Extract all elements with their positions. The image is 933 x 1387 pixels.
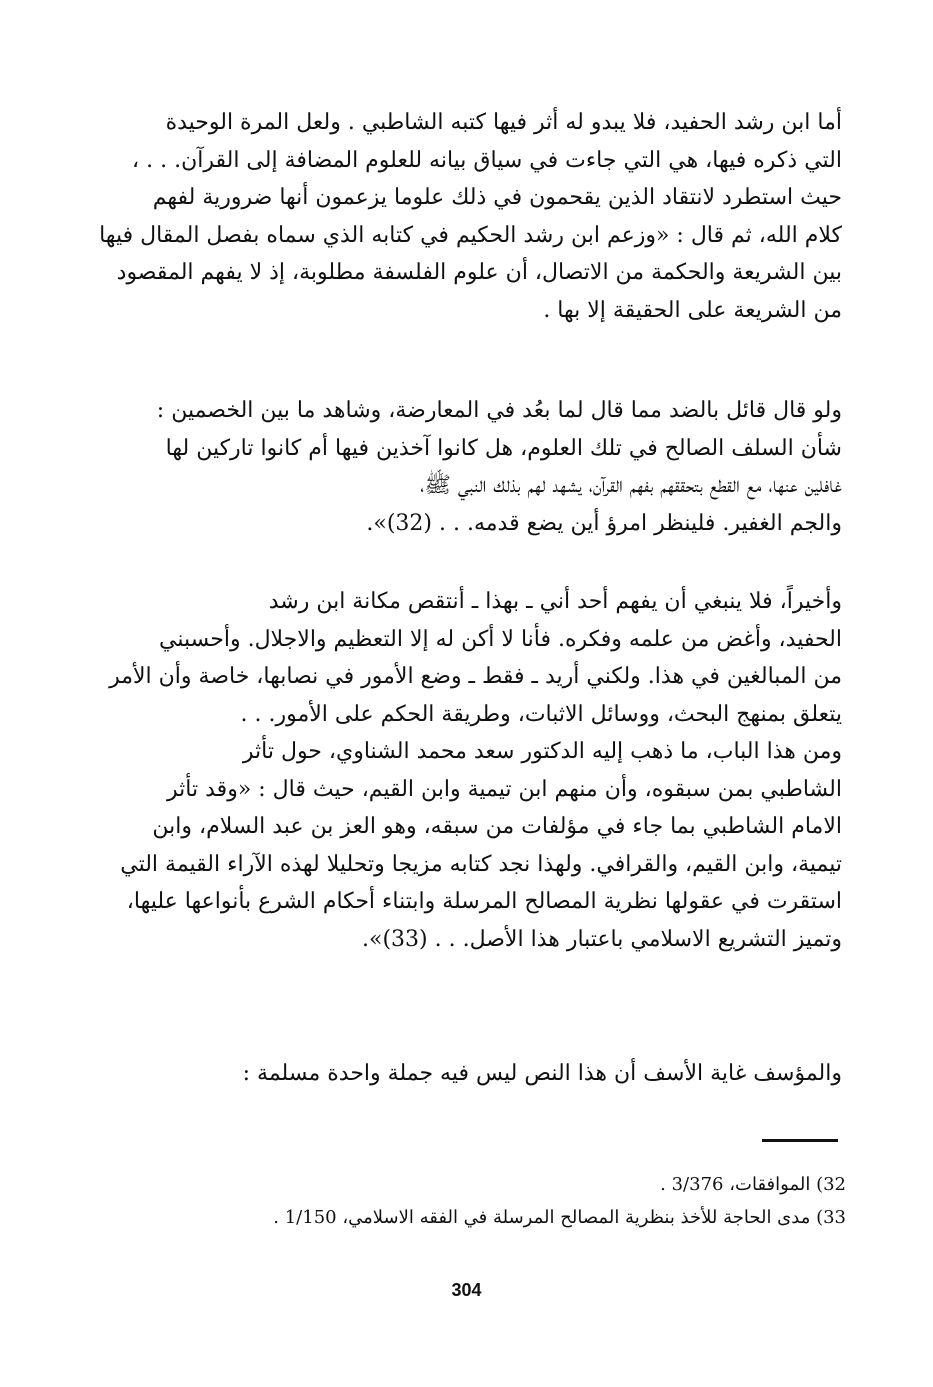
paragraph-5: [70, 1055, 842, 1093]
footnote-33: 33) مدى الحاجة للأخذ بنظرية المصالح المرسلة في الفقه الاسلامي، 1/150 .: [273, 1207, 846, 1228]
text-line: الشاطبي بمن سبقوه، وأن منهم ابن تيمية وابن القيم، حيث قال : «وقد تأثر: [167, 776, 842, 802]
text-line: التي ذكره فيها، هي التي جاءت في سياق بيانه للعلوم المضافة إلى القرآن. . . ،: [132, 147, 842, 173]
footnote-32: 32) الموافقات، 3/376 .: [660, 1174, 846, 1195]
text-line: تيمية، وابن القيم، والقرافي. ولهذا نجد كتابه مزيجا وتحليلا لهذه الآراء القيمة التي: [120, 851, 842, 877]
text-line: الحفيد، وأغض من علمه وفكره. فأنا لا أكن له إلا التعظيم والاجلال. وأحسبني: [159, 626, 842, 652]
paragraph-2: [70, 392, 842, 542]
text-line: بين الشريعة والحكمة من الاتصال، أن علوم الفلسفة مطلوبة، إذ لا يفهم المقصود: [116, 260, 842, 286]
text-line: أما ابن رشد الحفيد، فلا يبدو له أثر فيها كتبه الشاطبي . ولعل المرة الوحيدة: [165, 110, 842, 135]
footnote-divider: [762, 1139, 838, 1142]
text-line: استقرت في عقولها نظرية المصالح المرسلة وابتناء أحكام الشرع بأنواعها عليها،: [126, 889, 842, 915]
text-line: كلام الله، ثم قال : «وزعم ابن رشد الحكيم في كتابه الذي سماه بفصل المقال فيها: [99, 222, 842, 248]
text-line: يتعلق بمنهج البحث، ووسائل الاثبات، وطريقة الحكم على الأمور. . .: [240, 701, 842, 727]
page-number: 304: [451, 1280, 482, 1300]
footnotes: [150, 1168, 846, 1234]
text-line: وأخيراً، فلا ينبغي أن يفهم أحد أني ـ بهذا ـ أنتقص مكانة ابن رشد: [268, 589, 842, 614]
text-line: شأن السلف الصالح في تلك العلوم، هل كانوا آخذين فيها أم كانوا تاركين لها: [165, 435, 842, 461]
text-line: من المبالغين في هذا. ولكني أريد ـ فقط ـ وضع الأمور في نصابها، خاصة وأن الأمر: [109, 664, 842, 690]
text-line: ولو قال قائل بالضد مما قال لما بعُد في المعارضة، وشاهد ما بين الخصمين :: [156, 398, 842, 423]
text-line: حيث استطرد لانتقاد الذين يقحمون في ذلك علوما يزعمون أنها ضرورية لفهم: [152, 185, 842, 211]
text-line: والجم الغفير. فلينظر امرؤ أين يضع قدمه. . . (32)».: [366, 510, 842, 536]
paragraph-1: [70, 104, 842, 330]
text-line: الامام الشاطبي بما جاء في مؤلفات من سبقه، وهو العز بن عبد السلام، وابن: [152, 814, 842, 840]
text-line: وتميز التشريع الاسلامي باعتبار هذا الأصل. . . (33)».: [361, 926, 842, 952]
text-line: من الشريعة على الحقيقة إلا بها .: [543, 297, 842, 323]
text-line: غافلين عنها، مع القطع بتحققهم بفهم القرآن، يشهد لهم بذلك النبي ﷺ،: [420, 473, 842, 499]
text-line: ومن هذا الباب، ما ذهب إليه الدكتور سعد محمد الشناوي، حول تأثر: [242, 739, 842, 764]
paragraph-4: [70, 733, 842, 959]
paragraph-3: [70, 583, 842, 733]
text-line: والمؤسف غاية الأسف أن هذا النص ليس فيه جملة واحدة مسلمة :: [242, 1061, 842, 1086]
